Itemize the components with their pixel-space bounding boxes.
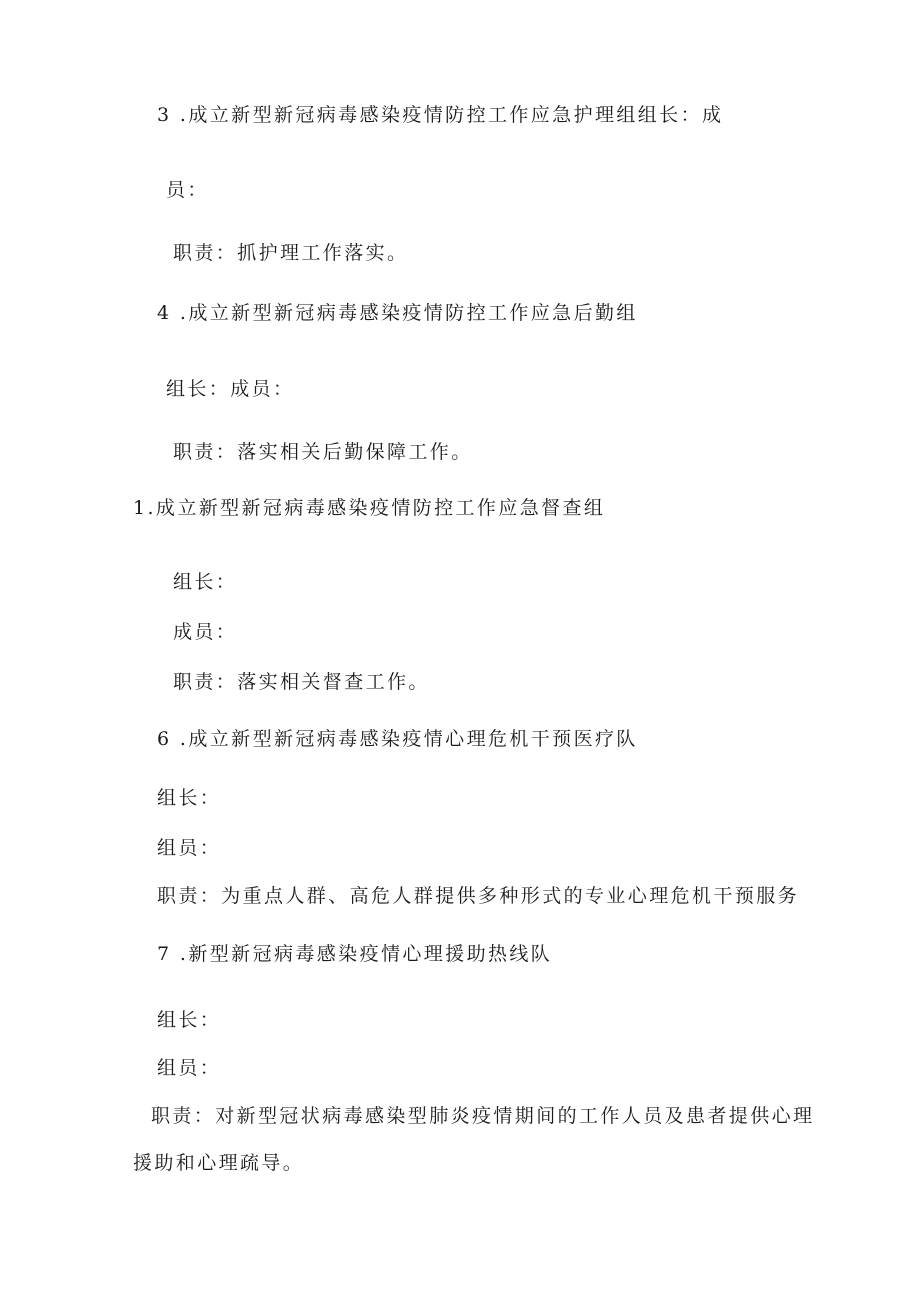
section-6-leader: 组长： (157, 787, 222, 809)
section-7-duty-continued: 援助和心理疏导。 (133, 1152, 305, 1174)
section-4-leader-members: 组长：成员： (166, 378, 295, 400)
section-6-duty: 职责：为重点人群、高危人群提供多种形式的专业心理危机干预服务 (157, 885, 800, 907)
section-5-members: 成员： (173, 621, 238, 643)
section-7-members: 组员： (157, 1057, 222, 1079)
section-3-duty: 职责：抓护理工作落实。 (173, 242, 409, 264)
section-6-members: 组员： (157, 837, 222, 859)
section-6-heading: 6 .成立新型新冠病毒感染疫情心理危机干预医疗队 (157, 728, 638, 750)
section-5-leader: 组长： (173, 571, 238, 593)
section-4-duty: 职责：落实相关后勤保障工作。 (173, 441, 473, 463)
section-7-heading: 7 .新型新冠病毒感染疫情心理援助热线队 (157, 943, 553, 965)
section-7-leader: 组长： (157, 1009, 222, 1031)
section-4-heading: 4 .成立新型新冠病毒感染疫情防控工作应急后勤组 (157, 302, 638, 324)
section-5-duty: 职责：落实相关督查工作。 (173, 671, 430, 693)
section-3-heading: 3 .成立新型新冠病毒感染疫情防控工作应急护理组组长：成 (157, 104, 724, 126)
section-5-heading: 1.成立新型新冠病毒感染疫情防控工作应急督查组 (133, 497, 606, 519)
section-3-members: 员： (166, 179, 209, 201)
section-7-duty: 职责：对新型冠状病毒感染型肺炎疫情期间的工作人员及患者提供心理 (151, 1105, 815, 1127)
